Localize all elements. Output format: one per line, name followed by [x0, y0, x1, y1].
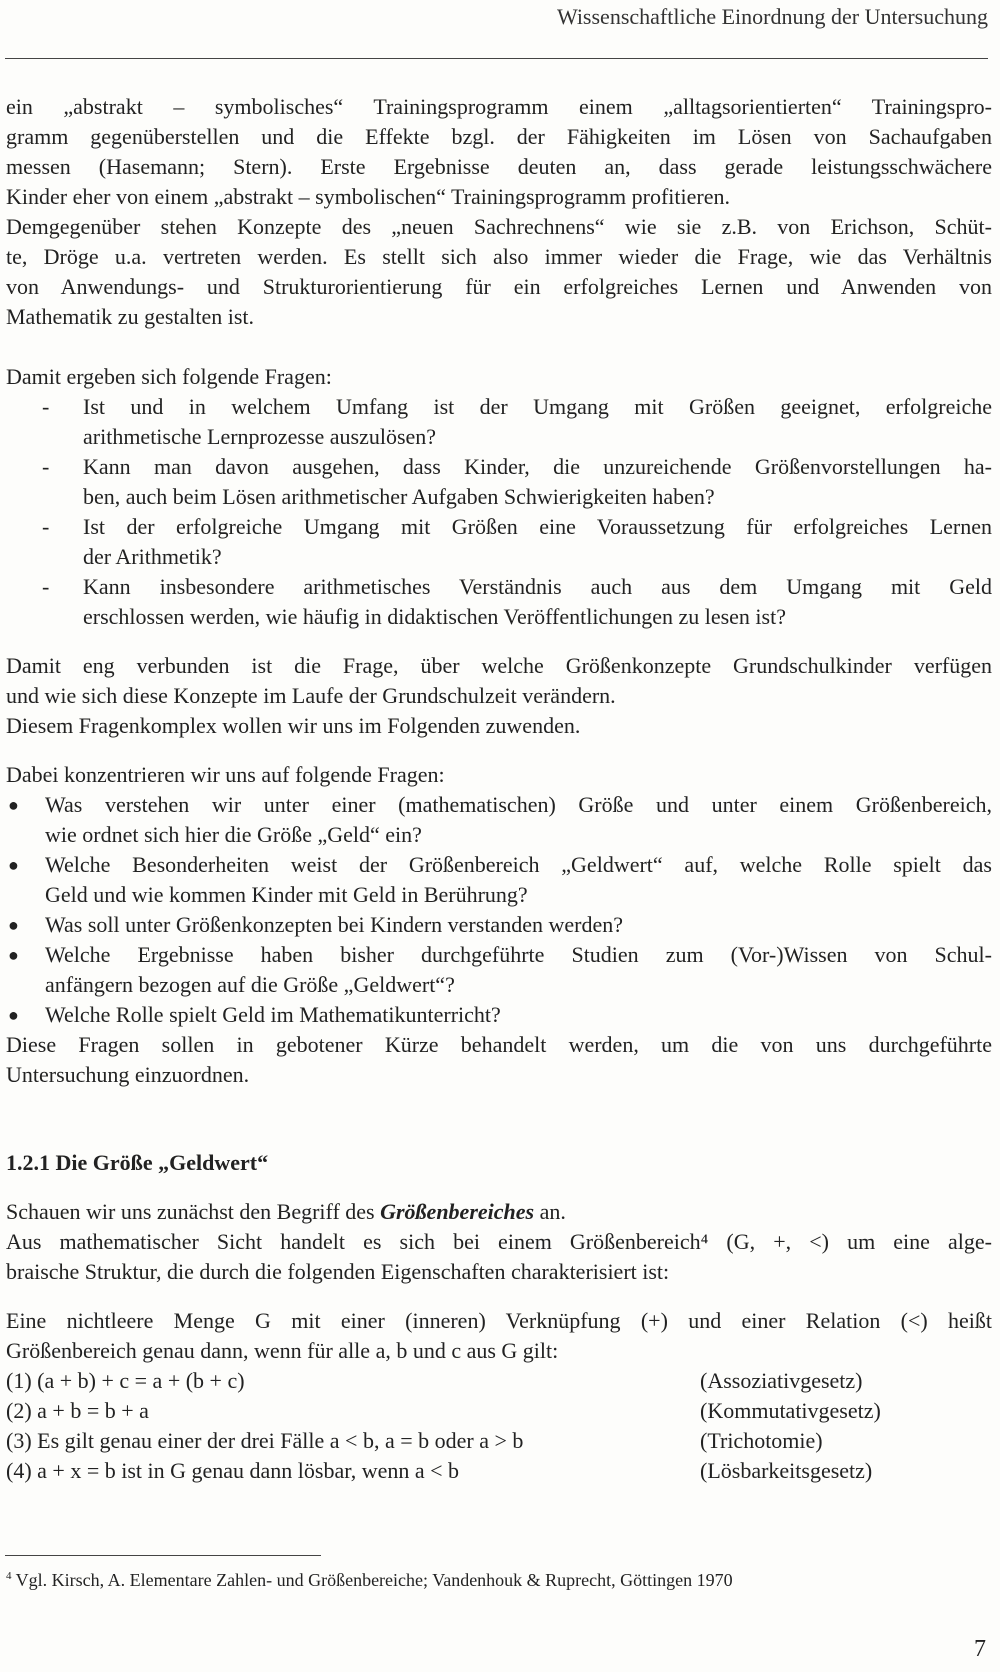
text-line: Was verstehen wir unter einer (mathematischen) Größe und unter einem Größenbereich, — [45, 792, 992, 817]
text-line: Demgegenüber stehen Konzepte des „neuen Sachrechnens“ wie sie z.B. von Erichson, Schüt- — [6, 214, 992, 239]
text-line: der Arithmetik? — [83, 544, 222, 569]
footnote — [6, 1570, 733, 1591]
text-line: te, Dröge u.a. vertreten werden. Es stellt sich also immer wieder die Frage, wie das Verhältnis — [6, 244, 992, 269]
text-line: Damit eng verbunden ist die Frage, über welche Größenkonzepte Grundschulkinder verfügen — [6, 653, 992, 678]
text-line: Kann man davon ausgehen, dass Kinder, die unzureichende Größenvorstellungen ha- — [83, 454, 992, 479]
paragraph — [6, 1306, 992, 1366]
axiom-name: (Lösbarkeitsgesetz) — [700, 1458, 873, 1483]
axiom-formula: (4) a + x = b ist in G genau dann lösbar, wenn a < b — [6, 1458, 460, 1483]
text-line: Eine nichtleere Menge G mit einer (inneren) Verknüpfung (+) und einer Relation (<) heißt — [6, 1308, 992, 1333]
text-line: Geld und wie kommen Kinder mit Geld in Berührung? — [45, 882, 528, 907]
paragraph — [6, 651, 992, 741]
list-item — [6, 940, 992, 1000]
footnote-rule — [5, 1555, 321, 1556]
intro-text: an. — [534, 1199, 566, 1224]
text-line: und wie sich diese Konzepte im Laufe der Grundschulzeit verändern. — [6, 683, 616, 708]
list-item — [6, 910, 992, 940]
paragraph — [6, 1030, 992, 1090]
paragraph — [6, 760, 992, 790]
dash-list — [6, 392, 992, 632]
text-line: gramm gegenüberstellen und die Effekte bzgl. der Fähigkeiten im Lösen von Sachaufgaben — [6, 124, 992, 149]
text-line: Welche Besonderheiten weist der Größenbereich „Geldwert“ auf, welche Rolle spielt das — [45, 852, 992, 877]
text-line: erschlossen werden, wie häufig in didaktischen Veröffentlichungen zu lesen ist? — [83, 604, 786, 629]
axiom-formula: (3) Es gilt genau einer der drei Fälle a < b, a = b oder a > b — [6, 1428, 524, 1453]
text-line: Untersuchung einzuordnen. — [6, 1062, 250, 1087]
page-body — [6, 92, 992, 1486]
paragraph — [6, 92, 992, 332]
axiom-row — [6, 1456, 992, 1486]
paragraph — [6, 1227, 992, 1287]
text-line: Ist der erfolgreiche Umgang mit Größen eine Voraussetzung für erfolgreiches Lernen — [83, 514, 992, 539]
spacer — [6, 741, 992, 760]
dash-marker: - — [42, 454, 50, 479]
text-line: ein „abstrakt – symbolisches“ Trainingsprogramm einem „alltagsorientierten“ Trainingspro- — [6, 94, 992, 119]
axiom-row — [6, 1426, 992, 1456]
text-line: Welche Ergebnisse haben bisher durchgeführte Studien zum (Vor-)Wissen von Schul- — [45, 942, 992, 967]
list-item — [6, 572, 992, 632]
list-item — [6, 452, 992, 512]
page-number: 7 — [974, 1636, 986, 1662]
text-line: Damit ergeben sich folgende Fragen: — [6, 364, 332, 389]
text-line: Größenbereich genau dann, wenn für alle a, b und c aus G gilt: — [6, 1338, 559, 1363]
text-line: Was soll unter Größenkonzepten bei Kindern verstanden werden? — [45, 912, 623, 937]
dash-marker: - — [42, 574, 50, 599]
text-line: anfängern bezogen auf die Größe „Geldwert“? — [45, 972, 455, 997]
axiom-name: (Kommutativgesetz) — [700, 1398, 881, 1423]
list-item — [6, 512, 992, 572]
bullet-icon: ● — [8, 1005, 19, 1025]
text-line: messen (Hasemann; Stern). Erste Ergebnisse deuten an, dass gerade leistungsschwächere — [6, 154, 992, 179]
text-line: Kann insbesondere arithmetisches Verständnis auch aus dem Umgang mit Geld — [83, 574, 992, 599]
running-header: Wissenschaftliche Einordnung der Untersuchung — [556, 4, 988, 29]
axiom-row — [6, 1366, 992, 1396]
bullet-icon: ● — [8, 855, 19, 875]
text-line: Welche Rolle spielt Geld im Mathematikunterricht? — [45, 1002, 501, 1027]
spacer — [6, 1287, 992, 1306]
bullet-icon: ● — [8, 915, 19, 935]
axiom-formula: (1) (a + b) + c = a + (b + c) — [6, 1368, 245, 1393]
text-line: Ist und in welchem Umfang ist der Umgang mit Größen geeignet, erfolgreiche — [83, 394, 992, 419]
bullet-icon: ● — [8, 945, 19, 965]
section-heading — [6, 1148, 992, 1178]
paragraph — [6, 362, 992, 392]
text-line: von Anwendungs- und Strukturorientierung für ein erfolgreiches Lernen und Anwenden von — [6, 274, 992, 299]
footnote-number: 4 — [6, 1570, 12, 1582]
text-line: Dabei konzentrieren wir uns auf folgende Fragen: — [6, 762, 445, 787]
emphasized-term: Größenbereiches — [380, 1199, 535, 1224]
axiom-name: (Trichotomie) — [700, 1428, 823, 1453]
spacer — [6, 632, 992, 651]
text-line: Mathematik zu gestalten ist. — [6, 304, 255, 329]
list-item — [6, 1000, 992, 1030]
intro-text: Schauen wir uns zunächst den Begriff des — [6, 1199, 381, 1224]
bullet-list — [6, 790, 992, 1030]
spacer — [6, 1178, 992, 1197]
axiom-list — [6, 1366, 992, 1486]
text-line: Diese Fragen sollen in gebotener Kürze behandelt werden, um die von uns durchgeführte — [6, 1032, 992, 1057]
list-item — [6, 790, 992, 850]
axiom-name: (Assoziativgesetz) — [700, 1368, 863, 1393]
list-item — [6, 850, 992, 910]
text-line: Kinder eher von einem „abstrakt – symbolischen“ Trainingsprogramm profitieren. — [6, 184, 730, 209]
bullet-icon: ● — [8, 795, 19, 815]
footnote-text: Vgl. Kirsch, A. Elementare Zahlen- und Größenbereiche; Vandenhouk & Ruprecht, Göttingen 1970 — [11, 1570, 733, 1590]
spacer — [6, 1090, 992, 1148]
text-line: wie ordnet sich hier die Größe „Geld“ ein? — [45, 822, 422, 847]
header-rule — [5, 58, 988, 59]
list-item — [6, 392, 992, 452]
text-line: Aus mathematischer Sicht handelt es sich bei einem Größenbereich⁴ (G, +, <) um eine alge- — [6, 1229, 992, 1254]
text-line: braische Struktur, die durch die folgenden Eigenschaften charakterisiert ist: — [6, 1259, 670, 1284]
dash-marker: - — [42, 394, 50, 419]
dash-marker: - — [42, 514, 50, 539]
axiom-row — [6, 1396, 992, 1426]
spacer — [6, 332, 992, 362]
intro-line — [6, 1197, 992, 1227]
text-line: 1.2.1 Die Größe „Geldwert“ — [6, 1150, 269, 1175]
text-line: ben, auch beim Lösen arithmetischer Aufgaben Schwierigkeiten haben? — [83, 484, 715, 509]
text-line: Diesem Fragenkomplex wollen wir uns im Folgenden zuwenden. — [6, 713, 581, 738]
axiom-formula: (2) a + b = b + a — [6, 1398, 149, 1423]
text-line: arithmetische Lernprozesse auszulösen? — [83, 424, 437, 449]
